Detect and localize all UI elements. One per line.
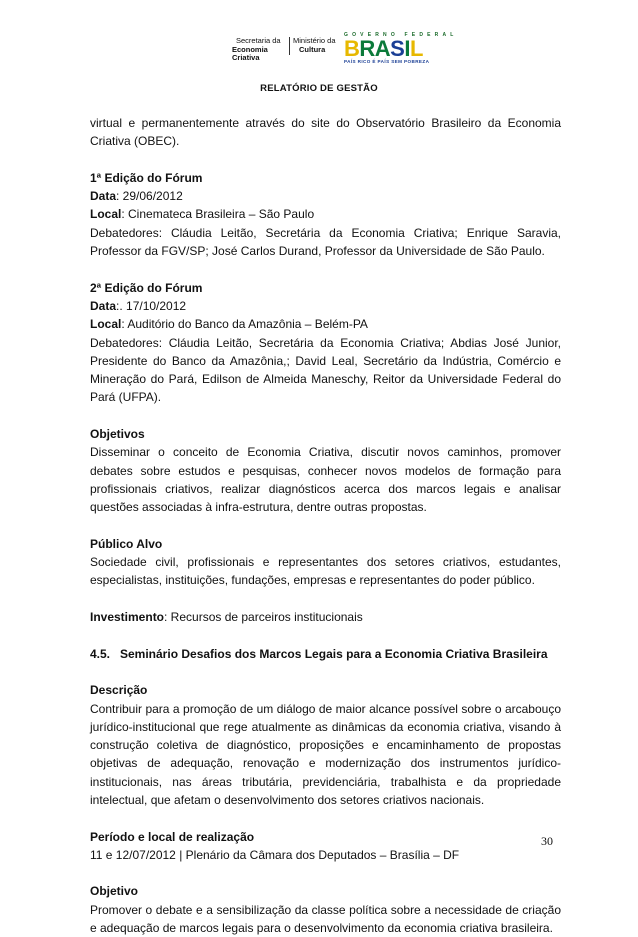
brasil-wordmark: BRASIL (344, 36, 423, 61)
publico-alvo-text: Sociedade civil, profissionais e representantes dos setores criativos, estudantes, especialistas, instituições, fundações, empresas e representantes do poder público. (90, 555, 561, 588)
secretaria-logo (232, 37, 290, 63)
investimento-line: Investimento: Recursos de parceiros institucionais (90, 610, 363, 625)
ministerio-line2: Cultura (299, 44, 326, 54)
section-4-5-heading: 4.5. Seminário Desafios dos Marcos Legais para a Economia Criativa Brasileira (90, 646, 548, 661)
objetivo-text: Promover o debate e a sensibilização da classe política sobre a necessidade de criação e adequação de marcos legais para o desenvolvimento da economia criativa brasileira. (90, 902, 561, 936)
secretaria-line2: Economia Criativa (232, 44, 268, 62)
forum2-debatedores: Debatedores: Cláudia Leitão, Secretária da Economia Criativa; Abdias José Junior, Presidente do Banco da Amazônia,; David Leal, Secretário da Indústria, Comércio e Mineração do Pará, Edilson de Almeida Maneschy, Reitor da Universidade Federal do Pará (UFPA). (90, 335, 561, 405)
page-number: 30 (541, 834, 553, 848)
descricao-heading: Descrição (90, 683, 148, 698)
secretaria-line1: Secretaria da (236, 36, 281, 45)
forum1-debatedores: Debatedores: Cláudia Leitão, Secretária da Economia Criativa; Enrique Saravia, Professor da FGV/SP; José Carlos Durand, Professor da Universidade de São Paulo. (90, 225, 561, 259)
forum2-date: Data:. 17/10/2012 (90, 298, 187, 313)
objetivos-text: Disseminar o conceito de Economia Criativa, discutir novos caminhos, promover debates sobre estudos e pesquisas, conhecer novos modelos de formação para profissionais criativos, realizar diagnósticos acerca dos marcos legais e analisar questões associadas à infra-estrutura, dentre outras propostas. (90, 445, 561, 515)
publico-alvo-heading: Público Alvo (90, 536, 163, 551)
forum1-local: Local: Cinemateca Brasileira – São Paulo (90, 207, 315, 222)
periodo-heading: Período e local de realização (90, 829, 255, 844)
forum2-local: Local: Auditório do Banco da Amazônia – Belém-PA (90, 317, 368, 332)
periodo-text: 11 e 12/07/2012 | Plenário da Câmara dos Deputados – Brasília – DF (90, 847, 460, 862)
governo-federal-brasil-logo (344, 32, 458, 64)
main-content (90, 114, 561, 937)
intro-paragraph: virtual e permanentemente através do site do Observatório Brasileiro da Economia Criativa (OBEC). (90, 116, 561, 149)
brasil-motto: PAÍS RICO É PAÍS SEM POBREZA (344, 59, 430, 64)
objetivos-heading: Objetivos (90, 427, 145, 442)
forum1-heading: 1ª Edição do Fórum (90, 170, 203, 185)
objetivo-heading: Objetivo (90, 884, 139, 899)
descricao-text: Contribuir para a promoção de um diálogo de maior alcance possível sobre o arcabouço jurídico-institucional que rege atualmente as dinâmicas da economia criativa, visando à construção coletiva de diagnóstico, proposições e encaminhamento de propostas objetivas de adequação, renovação e modernização dos instrumentos jurídico-institucionais, nas áreas tributária, previdenciária, trabalhista e da propriedade intelectual, que afetam o desenvolvimento dos setores criativos nacionais. (90, 701, 561, 807)
governo-federal-text: GOVERNO FEDERAL (344, 32, 458, 38)
logo-divider (289, 37, 290, 55)
report-title: RELATÓRIO DE GESTÃO (260, 83, 378, 94)
forum1-date: Data: 29/06/2012 (90, 189, 183, 204)
ministerio-line1: Ministério da (293, 36, 336, 45)
forum2-heading: 2ª Edição do Fórum (90, 280, 203, 295)
ministerio-logo (293, 37, 337, 54)
